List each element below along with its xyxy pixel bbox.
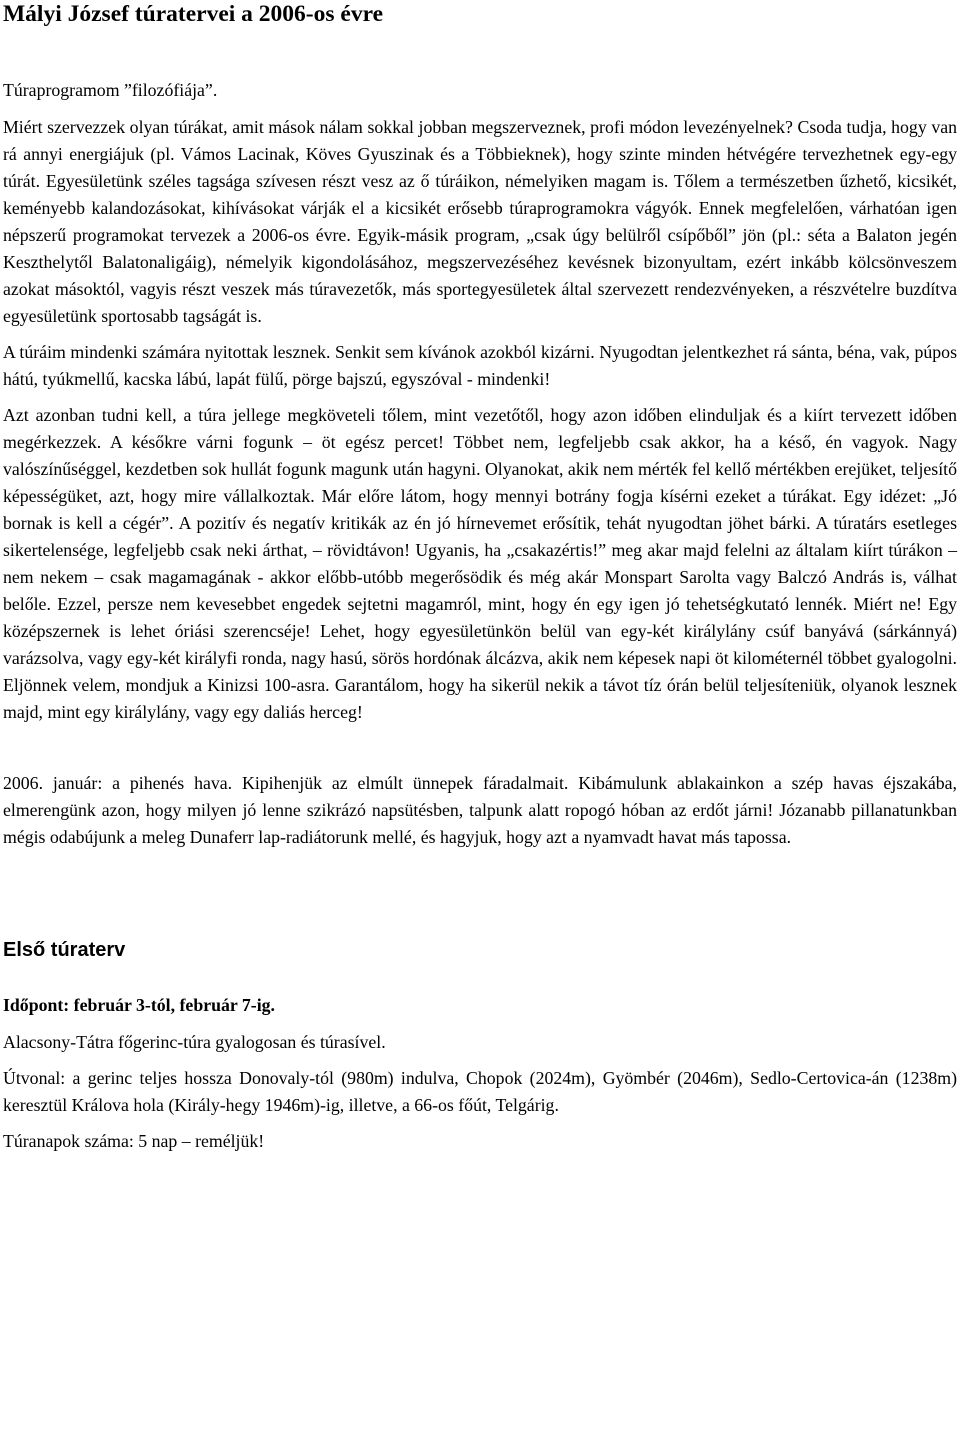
philosophy-heading: Túraprogramom ”filozófiája”.: [3, 80, 218, 100]
first-tour-description: Alacsony-Tátra főgerinc-túra gyalogosan és túrasível.: [3, 1032, 386, 1052]
paragraph-intro: Miért szervezzek olyan túrákat, amit mások nálam sokkal jobban megszerveznek, profi módon levezényelnek? Csoda tudja, hogy van rá annyi energiájuk (pl. Vámos Lacinak, Köves Gyuszinak és a Többieknek), hogy szinte minden hétvégére tervezhetnek egy-egy túrát. Egyesületünk széles tagsága szívesen részt vesz az ő túráikon, némelyiken magam is. Tőlem a természetben űzhető, kicsikét, keményebb kalandozásokat, kihívásokat várják el a kicsikét erősebb túraprogramokra vágyók. Ennek megfelelően, várhatóan igen népszerű programokat tervezek a 2006-os évre. Egyik-másik program, „csak úgy belülről csípőből” jön (pl.: séta a Balaton jegén Keszthelytől Balatonaligáig), némelyik kigondolásához, megszervezéséhez kevésnek bizonyultam, ezért inkább kölcsönveszem azokat másoktól, vagyis részt veszek más túravezetők, más sportegyesületek által szervezett rendezvényeken, a részvételre buzdítva egyesületünk sportosabb tagságát is.: [3, 117, 957, 326]
document-title: Mályi József túratervei a 2006-os évre: [3, 1, 384, 27]
paragraph-rules: Azt azonban tudni kell, a túra jellege megköveteli tőlem, mint vezetőtől, hogy azon időben elinduljak és a kiírt tervezett időben megérkezzek. A későkre várni fogunk – öt egész percet! Többet nem, legfeljebb csak akkor, ha a késő, én vagyok. Nagy valószínűséggel, kezdetben sok hullát fogunk magunk után hagyni. Olyanokat, akik nem mérték fel kellő mértékben erejüket, teljesítő képességüket, azt, hogy mire vállalkoztak. Már előre látom, hogy mennyi botrány fogja kísérni ezeket a túrákat. Egy idézet: „Jó bornak is kell a cégér”. A pozitív és negatív kritikák az én jó hírnevemet erősítik, tehát nyugodtan jöhet bárki. A túratárs esetleges sikertelensége, legfeljebb csak neki árthat, – rövidtávon! Ugyanis, ha „csakazértis!” meg akar majd felelni az általam kiírt túrákon – nem nekem – csak magamagának - akkor előbb-utóbb megerősödik és még akár Monspart Sarolta vagy Balczó András is, válhat belőle. Ezzel, persze nem kevesebbet engedek sejtetni magamról, mint, hogy én egy igen jó tehetségkutató lennék. Miért ne! Egy középszernek is lehet óriási szerencséje! Lehet, hogy egyesületünkön belül van egy-két királylány csúf banyává (sárkánnyá) varázsolva, vagy egy-két királyfi ronda, nagy hasú, sörös hordónak álcázva, akik nem képesek napi öt kilométernél többet gyalogolni. Eljönnek velem, mondjuk a Kinizsi 100-asra. Garantálom, hogy ha sikerül nekik a távot tíz órán belül teljesíteniük, olyanok lesznek majd, mint egy királylány, vagy egy daliás herceg!: [3, 405, 957, 722]
first-tour-days: Túranapok száma: 5 nap – reméljük!: [3, 1131, 265, 1151]
paragraph-january: 2006. január: a pihenés hava. Kipihenjük az elmúlt ünnepek fáradalmait. Kibámulunk ablakainkon a szép havas éjszakába, elmerengünk azon, hogy milyen jó lenne szikrázó napsütésben, talpunk alatt ropogó hóban az erdőt járni! Józanabb pillanatunkban mégis odabújunk a meleg Dunaferr lap-radiátorunk mellé, és hagyjuk, hogy azt a nyamvadt havat más tapossa.: [3, 773, 957, 847]
paragraph-open-to-all: A túráim mindenki számára nyitottak lesznek. Senkit sem kívánok azokból kizárni. Nyugodtan jelentkezhet rá sánta, béna, vak, púpos hátú, tyúkmellű, kacska lábú, lapát fülű, pörge bajszú, egyszóval - mindenki!: [3, 342, 957, 389]
first-tour-heading: Első túraterv: [3, 939, 126, 961]
first-tour-route: Útvonal: a gerinc teljes hossza Donovaly-tól (980m) indulva, Chopok (2024m), Gyömbér (2046m), Sedlo-Certovica-án (1238m) keresztül Králova hola (Király-hegy 1946m)-ig, illetve, a 66-os főút, Telgárig.: [3, 1068, 957, 1115]
first-tour-date: Időpont: február 3-tól, február 7-ig.: [3, 995, 275, 1015]
document-page: [3, 0, 957, 1155]
